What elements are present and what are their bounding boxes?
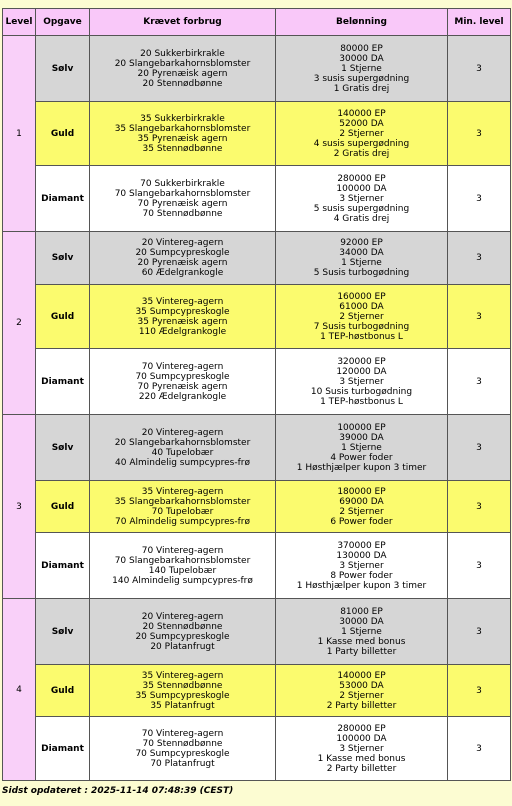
- reward-line: 1 Høsthjælper kupon 3 timer: [296, 580, 427, 591]
- requirement-line: 20 Vintereg-agern: [141, 427, 224, 438]
- reward-line: 1 Stjerne: [341, 626, 382, 637]
- requirement-line: 20 Vintereg-agern: [141, 238, 224, 248]
- reward-line: 1 Kasse med bonus: [317, 636, 406, 647]
- reward-line: 1 Stjerne: [341, 258, 382, 268]
- reward-line: 2 Stjerner: [339, 128, 384, 139]
- requirement-line: 20 Sukkerbirkrakle: [140, 48, 225, 59]
- requirement-line: 20 Sumpcypreskogle: [135, 248, 230, 258]
- task-cell: Sølv: [36, 36, 90, 102]
- reward-line: 1 Stjerne: [341, 63, 382, 74]
- reward-line: 1 Gratis drej: [333, 83, 390, 94]
- requirement-line: 70 Vintereg-agern: [141, 361, 224, 372]
- requirement-cell: [90, 166, 276, 232]
- task-cell: Diamant: [36, 349, 90, 415]
- requirement-line: 70 Almindelig sumpcypres-frø: [115, 516, 250, 527]
- reward-line: 8 Power foder: [330, 570, 393, 581]
- reward-cell: [276, 349, 448, 415]
- reward-cell: [276, 285, 448, 349]
- reward-line: 3 Stjerner: [339, 193, 384, 204]
- level-cell: 1: [3, 36, 36, 232]
- requirement-line: 20 Stennødbønne: [142, 621, 223, 632]
- requirement-line: 140 Tupelobær: [148, 565, 217, 576]
- requirement-line: 35 Slangebarkahornsblomster: [114, 496, 251, 507]
- reward-line: 180000 EP: [337, 486, 386, 497]
- requirement-line: 35 Pyrenæisk agern: [137, 133, 228, 144]
- table-row: [3, 415, 511, 481]
- reward-cell: [276, 665, 448, 717]
- reward-line: 52000 DA: [339, 118, 384, 129]
- requirement-line: 35 Vintereg-agern: [141, 486, 224, 497]
- reward-line: 69000 DA: [339, 496, 384, 507]
- reward-line: 81000 EP: [340, 606, 383, 617]
- table-row: [3, 533, 511, 599]
- reward-line: 1 Party billetter: [326, 646, 397, 657]
- requirement-line: 35 Vintereg-agern: [141, 670, 224, 681]
- reward-line: 53000 DA: [339, 680, 384, 691]
- requirement-line: 70 Vintereg-agern: [141, 545, 224, 556]
- requirement-line: 140 Almindelig sumpcypres-frø: [112, 575, 253, 586]
- min-level-cell: 3: [448, 349, 511, 415]
- requirement-line: 20 Platanfrugt: [150, 641, 215, 652]
- requirement-cell: [90, 349, 276, 415]
- requirement-line: 70 Tupelobær: [151, 506, 214, 517]
- requirement-line: 60 Ædelgrankogle: [141, 268, 224, 278]
- min-level-cell: 3: [448, 285, 511, 349]
- requirement-cell: [90, 717, 276, 781]
- table-row: [3, 481, 511, 533]
- reward-line: 280000 EP: [337, 723, 386, 734]
- reward-line: 1 TEP-høstbonus L: [320, 331, 403, 342]
- level-cell: 3: [3, 415, 36, 599]
- requirement-line: 35 Stennødbønne: [142, 680, 223, 691]
- requirement-line: 35 Slangebarkahornsblomster: [114, 123, 251, 134]
- requirement-line: 20 Vintereg-agern: [141, 611, 224, 622]
- table-row: [3, 717, 511, 781]
- table-row: [3, 665, 511, 717]
- requirement-line: 70 Pyrenæisk agern: [137, 198, 228, 209]
- reward-line: 320000 EP: [337, 356, 386, 367]
- min-level-cell: 3: [448, 665, 511, 717]
- reward-cell: [276, 533, 448, 599]
- reward-line: 280000 EP: [337, 173, 386, 184]
- reward-line: 6 Power foder: [330, 516, 393, 527]
- requirement-line: 20 Pyrenæisk agern: [137, 258, 228, 268]
- table-row: [3, 232, 511, 285]
- requirement-cell: [90, 533, 276, 599]
- level-cell: 2: [3, 232, 36, 415]
- requirement-line: 70 Sumpcypreskogle: [135, 748, 230, 759]
- reward-line: 2 Gratis drej: [333, 148, 390, 159]
- task-cell: Guld: [36, 481, 90, 533]
- header-row: [3, 9, 511, 36]
- reward-line: 5 Susis turbogødning: [313, 268, 410, 278]
- min-level-cell: 3: [448, 102, 511, 166]
- reward-line: 3 Stjerner: [339, 376, 384, 387]
- reward-line: 130000 DA: [336, 550, 387, 561]
- reward-line: 1 TEP-høstbonus L: [320, 396, 403, 407]
- requirement-cell: [90, 599, 276, 665]
- header-task: Opgave: [36, 9, 90, 36]
- requirement-line: 20 Slangebarkahornsblomster: [114, 437, 251, 448]
- reward-line: 1 Høsthjælper kupon 3 timer: [296, 462, 427, 473]
- table-row: [3, 349, 511, 415]
- reward-line: 1 Kasse med bonus: [317, 753, 406, 764]
- reward-line: 4 Gratis drej: [333, 213, 390, 224]
- min-level-cell: 3: [448, 717, 511, 781]
- header-min-level: Min. level: [448, 9, 511, 36]
- requirement-line: 20 Slangebarkahornsblomster: [114, 58, 251, 69]
- requirement-line: 70 Platanfrugt: [150, 758, 215, 769]
- reward-line: 7 Susis turbogødning: [313, 321, 410, 332]
- requirement-line: 70 Vintereg-agern: [141, 728, 224, 739]
- reward-line: 3 susis supergødning: [313, 73, 410, 84]
- requirement-line: 70 Stennødbønne: [142, 208, 223, 219]
- reward-line: 100000 DA: [336, 733, 387, 744]
- reward-line: 100000 DA: [336, 183, 387, 194]
- reward-line: 370000 EP: [337, 540, 386, 551]
- table-row: [3, 102, 511, 166]
- requirement-line: 35 Sumpcypreskogle: [135, 306, 230, 317]
- reward-line: 80000 EP: [340, 43, 383, 54]
- requirement-line: 70 Pyrenæisk agern: [137, 381, 228, 392]
- requirement-line: 35 Sumpcypreskogle: [135, 690, 230, 701]
- reward-line: 4 susis supergødning: [313, 138, 410, 149]
- reward-line: 3 Stjerner: [339, 560, 384, 571]
- reward-line: 61000 DA: [339, 301, 384, 312]
- last-updated: Sidst opdateret : 2025-11-14 07:48:39 (CEST): [2, 786, 234, 796]
- requirement-line: 35 Pyrenæisk agern: [137, 316, 228, 327]
- requirement-line: 20 Pyrenæisk agern: [137, 68, 228, 79]
- task-cell: Sølv: [36, 415, 90, 481]
- reward-line: 120000 DA: [336, 366, 387, 377]
- requirement-cell: [90, 102, 276, 166]
- min-level-cell: 3: [448, 599, 511, 665]
- requirement-line: 220 Ædelgrankogle: [138, 391, 227, 402]
- reward-line: 1 Stjerne: [341, 442, 382, 453]
- table-row: [3, 166, 511, 232]
- requirement-line: 35 Stennødbønne: [142, 143, 223, 154]
- min-level-cell: 3: [448, 232, 511, 285]
- requirement-line: 35 Vintereg-agern: [141, 296, 224, 307]
- reward-line: 2 Stjerner: [339, 690, 384, 701]
- requirement-cell: [90, 481, 276, 533]
- requirement-cell: [90, 285, 276, 349]
- requirement-cell: [90, 665, 276, 717]
- reward-cell: [276, 36, 448, 102]
- requirement-line: 70 Sumpcypreskogle: [135, 371, 230, 382]
- reward-line: 2 Party billetter: [326, 763, 397, 774]
- requirement-cell: [90, 415, 276, 481]
- requirement-line: 20 Stennødbønne: [142, 78, 223, 89]
- reward-cell: [276, 166, 448, 232]
- reward-line: 140000 EP: [337, 108, 386, 119]
- reward-line: 2 Stjerner: [339, 506, 384, 517]
- task-cell: Diamant: [36, 533, 90, 599]
- reward-line: 2 Stjerner: [339, 311, 384, 322]
- requirement-line: 40 Almindelig sumpcypres-frø: [115, 457, 250, 468]
- requirement-line: 70 Slangebarkahornsblomster: [114, 188, 251, 199]
- min-level-cell: 3: [448, 36, 511, 102]
- reward-line: 3 Stjerner: [339, 743, 384, 754]
- requirement-line: 35 Platanfrugt: [150, 700, 215, 711]
- requirement-line: 20 Sumpcypreskogle: [135, 631, 230, 642]
- reward-line: 30000 DA: [339, 616, 384, 627]
- header-reward: Belønning: [276, 9, 448, 36]
- reward-line: 2 Party billetter: [326, 700, 397, 711]
- table-row: [3, 285, 511, 349]
- reward-line: 10 Susis turbogødning: [310, 386, 413, 397]
- reward-line: 34000 DA: [339, 248, 384, 258]
- reward-cell: [276, 717, 448, 781]
- task-cell: Sølv: [36, 232, 90, 285]
- quest-table: [2, 8, 511, 781]
- requirement-cell: [90, 36, 276, 102]
- task-cell: Guld: [36, 665, 90, 717]
- reward-line: 30000 DA: [339, 53, 384, 64]
- min-level-cell: 3: [448, 481, 511, 533]
- requirement-cell: [90, 232, 276, 285]
- reward-line: 92000 EP: [340, 238, 383, 248]
- min-level-cell: 3: [448, 415, 511, 481]
- reward-cell: [276, 481, 448, 533]
- task-cell: Guld: [36, 285, 90, 349]
- reward-cell: [276, 415, 448, 481]
- header-level: Level: [3, 9, 36, 36]
- task-cell: Guld: [36, 102, 90, 166]
- level-cell: 4: [3, 599, 36, 781]
- table-row: [3, 599, 511, 665]
- reward-line: 100000 EP: [337, 422, 386, 433]
- task-cell: Sølv: [36, 599, 90, 665]
- requirement-line: 40 Tupelobær: [151, 447, 214, 458]
- requirement-line: 70 Sukkerbirkrakle: [140, 178, 225, 189]
- min-level-cell: 3: [448, 533, 511, 599]
- reward-cell: [276, 232, 448, 285]
- header-requirement: Krævet forbrug: [90, 9, 276, 36]
- reward-cell: [276, 599, 448, 665]
- reward-cell: [276, 102, 448, 166]
- min-level-cell: 3: [448, 166, 511, 232]
- reward-line: 5 susis supergødning: [313, 203, 410, 214]
- task-cell: Diamant: [36, 717, 90, 781]
- requirement-line: 70 Slangebarkahornsblomster: [114, 555, 251, 566]
- reward-line: 140000 EP: [337, 670, 386, 681]
- reward-line: 160000 EP: [337, 291, 386, 302]
- quest-table-body: [3, 36, 511, 781]
- table-row: [3, 36, 511, 102]
- reward-line: 39000 DA: [339, 432, 384, 443]
- reward-line: 4 Power foder: [330, 452, 393, 463]
- requirement-line: 70 Stennødbønne: [142, 738, 223, 749]
- task-cell: Diamant: [36, 166, 90, 232]
- requirement-line: 35 Sukkerbirkrakle: [140, 113, 225, 124]
- requirement-line: 110 Ædelgrankogle: [138, 326, 227, 337]
